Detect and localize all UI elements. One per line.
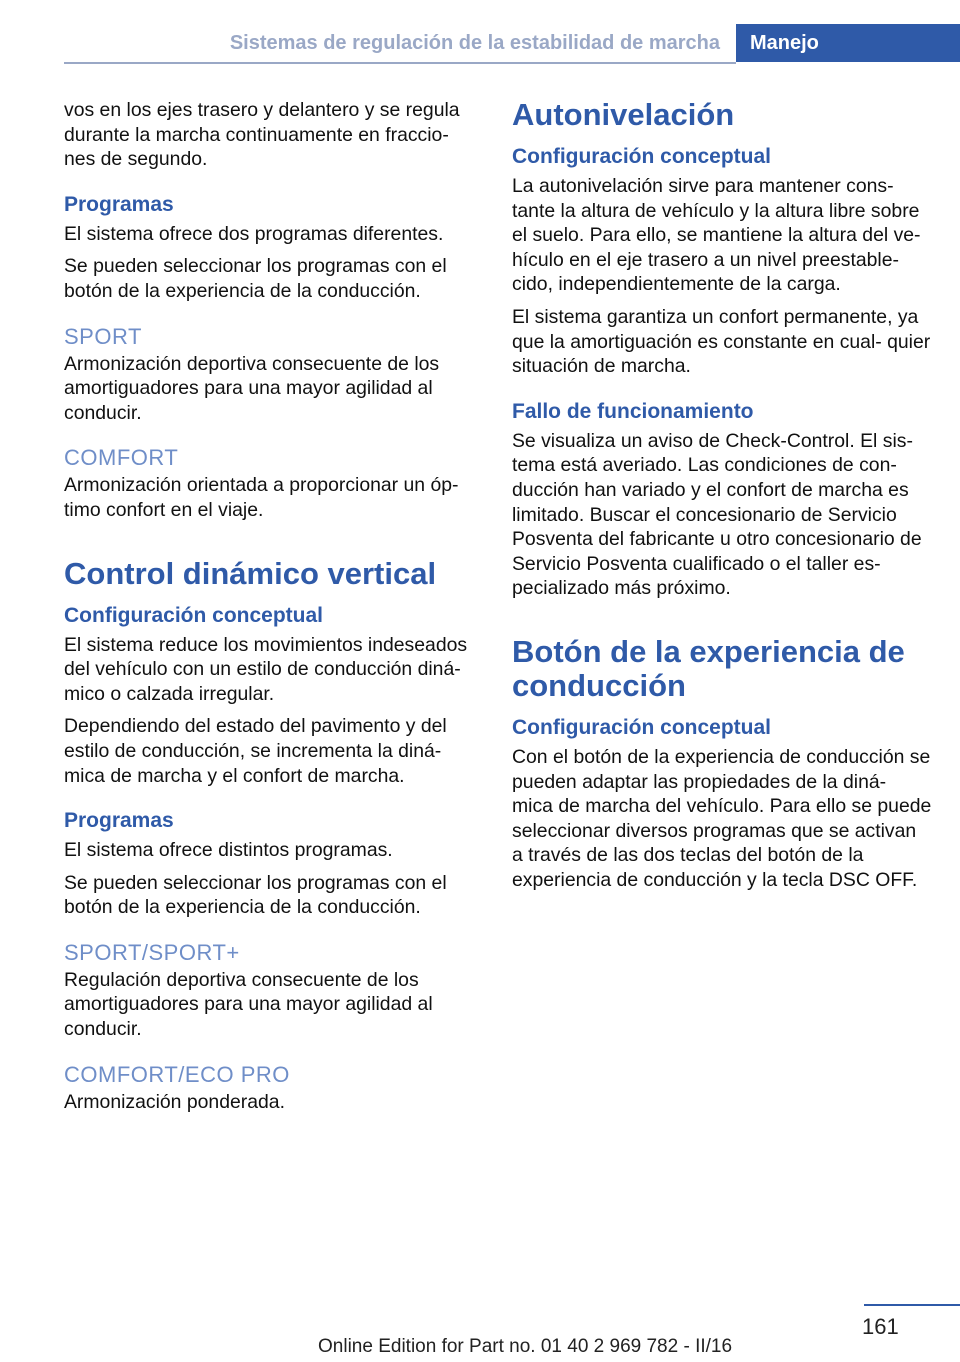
autolevel-concept-paragraph-2: El sistema garantiza un confort permanente, ya que la amortiguación es constante en cual‐ quier situación de marcha. [512,305,931,378]
malfunction-paragraph: Se visualiza un aviso de Check-Control. El sis‐ tema está averiado. Las condiciones de con‐ ducción han variado y el confort de marcha es limitado. Buscar el concesionario de Servicio Posventa del fabricante u otro concesionario de Servicio Posventa cualificado o el taller es‐ pecializado más próximo. [512,429,922,600]
vdc-concept-heading: Configuración conceptual [64,603,324,627]
page-number: 161 [862,1314,899,1339]
button-concept-heading: Configuración conceptual [512,715,772,739]
sport-plus-heading: SPORT/SPORT+ [64,939,240,965]
autolevel-concept-paragraph-1: La autonivelación sirve para mantener cons‐ tante la altura de vehículo y la altura libre sobre el suelo. Para ello, se mantiene la altura del ve‐ hículo en el eje trasero a un nivel preestable‐ cido, independientemente de la carga. [512,175,921,296]
programs-paragraph-1: El sistema ofrece dos programas diferentes. [64,222,444,245]
intro-paragraph: vos en los ejes trasero y delantero y se regula durante la marcha continuamente en fraccio‐ nes de segundo. [64,99,460,171]
programs-paragraph-2: Se pueden seleccionar los programas con el botón de la experiencia de la conducción. [64,255,447,302]
right-column [512,98,932,900]
autolevel-concept-heading: Configuración conceptual [512,145,772,168]
sport-plus-paragraph: Regulación deportiva consecuente de los amortiguadores para una mayor agilidad al conducir. [64,968,433,1041]
page-header [64,24,960,62]
left-column [64,98,484,1122]
header-divider [64,62,736,64]
experience-button-title: Botón de la experiencia de conducción [512,633,905,703]
button-concept-paragraph: Con el botón de la experiencia de conducción se pueden adaptar las propiedades de la diná‐ mica de marcha del vehículo. Para ello se puede seleccionar diversos programas que se activan a través de las dos teclas del botón de la experiencia de conducción y la tecla DSC OFF. [512,745,932,891]
sport-heading: SPORT [64,323,142,349]
sport-paragraph: Armonización deportiva consecuente de los amortiguadores para una mayor agilidad al conducir. [64,352,440,424]
vdc-programs-paragraph-1: El sistema ofrece distintos programas. [64,839,393,862]
chapter-tab: Manejo [736,24,960,62]
vdc-title: Control dinámico vertical [64,555,437,591]
section-title: Sistemas de regulación de la estabilidad de marcha [229,32,720,54]
malfunction-heading: Fallo de funcionamiento [512,399,754,423]
edition-note: Online Edition for Part no. 01 40 2 969 782 - II/16 [318,1336,733,1357]
comfort-eco-paragraph: Armonización ponderada. [64,1090,285,1113]
comfort-paragraph: Armonización orientada a proporcionar un óp‐ timo confort en el viaje. [64,474,459,521]
vdc-concept-paragraph-1: El sistema reduce los movimientos indeseados del vehículo con un estilo de conducción diná‐ mico o calzada irregular. [64,633,468,705]
comfort-heading: COMFORT [64,445,179,471]
autolevel-title: Autonivelación [512,97,735,132]
vdc-programs-heading: Programas [64,809,174,833]
footer-divider [864,1304,960,1306]
vdc-programs-paragraph-2: Se pueden seleccionar los programas con el botón de la experiencia de la conducción. [64,871,447,919]
programs-heading: Programas [64,192,174,216]
vdc-concept-paragraph-2: Dependiendo del estado del pavimento y del estilo de conducción, se incrementa la diná‐ mica de marcha y el confort de marcha. [64,715,447,787]
comfort-eco-heading: COMFORT/ECO PRO [64,1061,290,1087]
